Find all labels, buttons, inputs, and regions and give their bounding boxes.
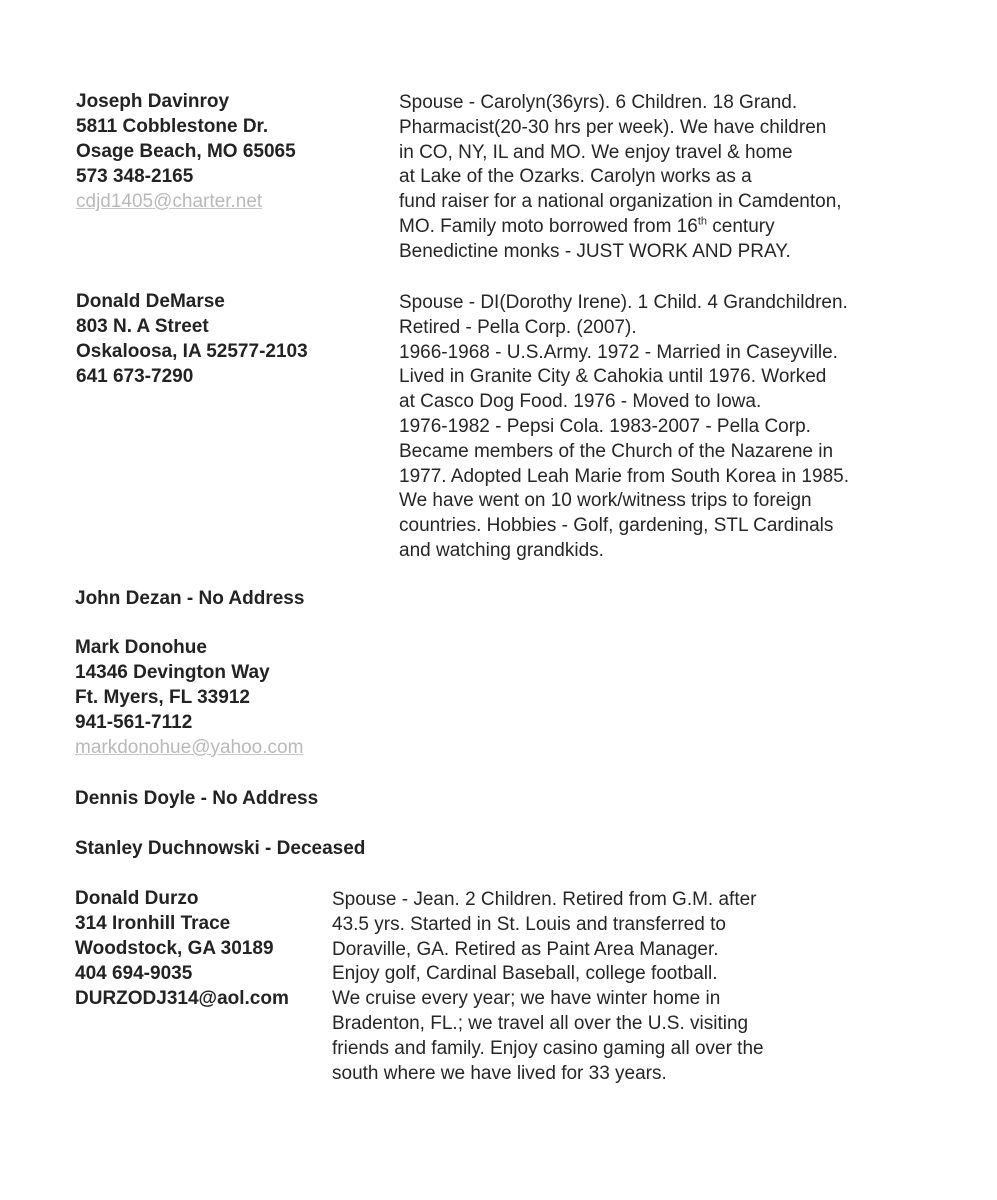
email-address: DURZODJ314@aol.com [75, 988, 289, 1009]
bio-line: Spouse - DI(Dorothy Irene). 1 Child. 4 Grandchildren. [399, 292, 848, 313]
bio-line: and watching grandkids. [399, 539, 604, 561]
street-address: 5811 Cobblestone Dr. [76, 116, 269, 137]
bio-block [332, 888, 764, 1086]
member-name: Joseph Davinroy [76, 91, 230, 112]
bio-block [399, 91, 842, 265]
contact-block [76, 289, 308, 389]
city-state-zip: Oskaloosa, IA 52577-2103 [76, 341, 308, 362]
bio-line: 43.5 yrs. Started in St. Louis and transferred to [332, 913, 726, 935]
contact-block [75, 886, 289, 1011]
member-name: Donald Durzo [75, 888, 199, 909]
contact-block [76, 89, 296, 214]
city-state-zip: Osage Beach, MO 65065 [76, 141, 296, 162]
member-name: Donald DeMarse [76, 291, 225, 312]
street-address: 803 N. A Street [76, 316, 209, 337]
phone-number: 641 673-7290 [76, 366, 194, 387]
bio-line: Lived in Granite City & Cahokia until 1976. Worked [399, 366, 827, 388]
member-name: Mark Donohue [75, 637, 207, 658]
street-address: 314 Ironhill Trace [75, 913, 231, 934]
bio-line: in CO, NY, IL and MO. We enjoy travel & home [399, 141, 793, 163]
bio-line: Pharmacist(20-30 hrs per week). We have children [399, 116, 827, 138]
bio-line: 1976-1982 - Pepsi Cola. 1983-2007 - Pella Corp. [399, 415, 811, 437]
bio-text: MO. Family moto borrowed from 16 [399, 215, 698, 237]
entry-stanley-duchnowski: Stanley Duchnowski - Deceased [75, 838, 366, 859]
bio-line: We cruise every year; we have winter home in [332, 988, 721, 1010]
city-state-zip: Ft. Myers, FL 33912 [75, 687, 250, 708]
phone-number: 941-561-7112 [75, 712, 193, 733]
phone-number: 573 348-2165 [76, 166, 194, 187]
email-address: cdjd1405@charter.net [76, 191, 263, 212]
bio-line [399, 215, 842, 240]
superscript: th [697, 215, 707, 228]
bio-line: Retired - Pella Corp. (2007). [399, 316, 637, 338]
entry-dennis-doyle: Dennis Doyle - No Address [75, 788, 319, 809]
bio-line: 1977. Adopted Leah Marie from South Korea in 1985. [399, 465, 849, 487]
bio-line: Bradenton, FL.; we travel all over the U.S. visiting [332, 1012, 749, 1034]
email-address: markdonohue@yahoo.com [75, 737, 304, 758]
entry-john-dezan: John Dezan - No Address [75, 588, 305, 609]
bio-line: Enjoy golf, Cardinal Baseball, college football. [332, 963, 718, 985]
city-state-zip: Woodstock, GA 30189 [75, 938, 274, 959]
street-address: 14346 Devington Way [75, 662, 270, 683]
bio-text: century [707, 215, 775, 237]
bio-line: 1966-1968 - U.S.Army. 1972 - Married in Caseyville. [399, 341, 838, 363]
contact-block [75, 635, 303, 760]
bio-line: Became members of the Church of the Nazarene in [399, 440, 834, 462]
bio-line: Doraville, GA. Retired as Paint Area Manager. [332, 938, 719, 960]
bio-line: Spouse - Carolyn(36yrs). 6 Children. 18 Grand. [399, 92, 798, 113]
bio-block [399, 291, 849, 564]
bio-line: at Casco Dog Food. 1976 - Moved to Iowa. [399, 391, 762, 413]
bio-line: south where we have lived for 33 years. [332, 1062, 667, 1084]
bio-line: countries. Hobbies - Golf, gardening, STL Cardinals [399, 515, 834, 537]
bio-line: at Lake of the Ozarks. Carolyn works as a [399, 166, 752, 188]
bio-line: fund raiser for a national organization in Camdenton, [399, 191, 842, 213]
bio-line: Benedictine monks - JUST WORK AND PRAY. [399, 240, 791, 262]
bio-line: friends and family. Enjoy casino gaming all over the [332, 1037, 764, 1059]
bio-line: We have went on 10 work/witness trips to foreign [399, 490, 812, 512]
phone-number: 404 694-9035 [75, 963, 193, 984]
bio-line: Spouse - Jean. 2 Children. Retired from G.M. after [332, 889, 757, 910]
